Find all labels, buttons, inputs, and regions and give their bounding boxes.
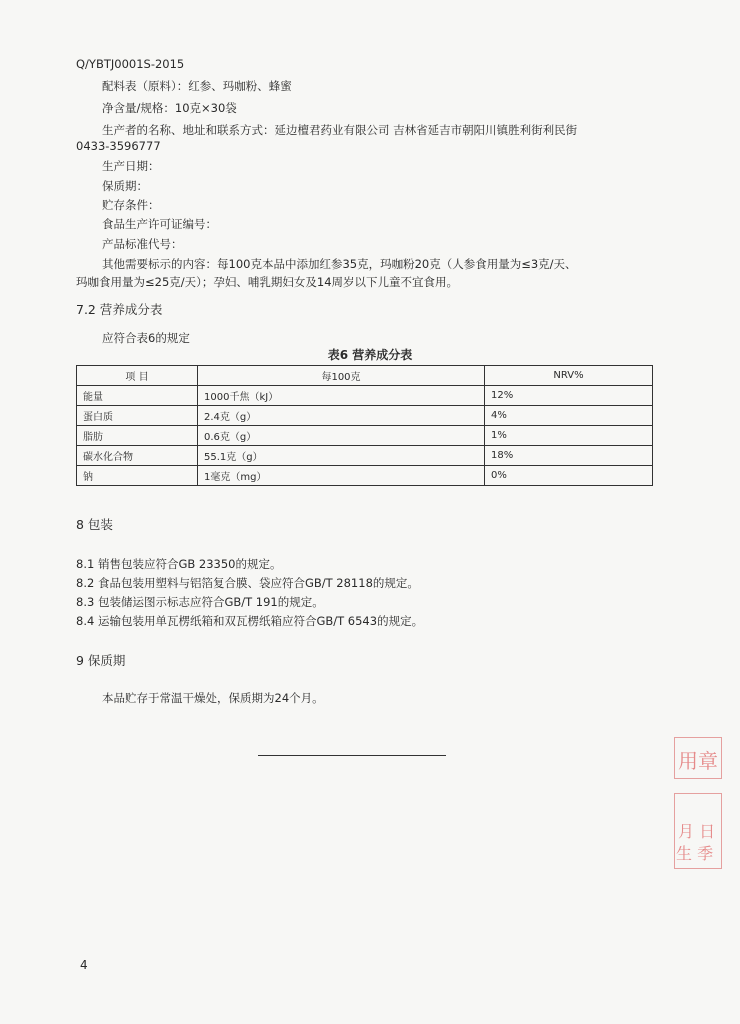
section-9-text: 本品贮存于常温干燥处，保质期为24个月。 [102,691,324,705]
table-row [77,466,653,486]
section-7-2-text: 应符合表6的规定 [102,331,190,345]
cell-value: 2.4克（g） [198,406,485,426]
cell-value: 1毫克（mg） [198,466,485,486]
table-row [77,446,653,466]
stamp-bottom-text: 生 季 [676,844,714,863]
cell-nrv: 0% [485,466,653,486]
header-nrv: NRV% [485,366,653,386]
cell-item: 钠 [77,466,198,486]
table-header-row [77,366,653,386]
partial-seal-stamp [672,735,722,870]
section-8-1: 8.1 销售包装应符合GB 23350的规定。 [76,557,282,571]
cell-value: 55.1克（g） [198,446,485,466]
producer-phone: 0433-3596777 [76,139,161,153]
header-per-100g: 每100克 [198,366,485,386]
cell-item: 脂肪 [77,426,198,446]
table-caption: 表6 营养成分表 [327,348,413,362]
section-9-heading: 9 保质期 [76,653,126,668]
cell-item: 能量 [77,386,198,406]
net-content-line: 净含量/规格：10克×30袋 [102,101,237,115]
standard-line: 产品标准代号： [102,237,183,251]
table-row [77,406,653,426]
cell-nrv: 1% [485,426,653,446]
section-8-2: 8.2 食品包装用塑料与铝箔复合膜、袋应符合GB/T 28118的规定。 [76,576,419,590]
storage-line: 贮存条件： [102,198,160,212]
cell-item: 蛋白质 [77,406,198,426]
cell-nrv: 4% [485,406,653,426]
header-item: 项 目 [77,366,198,386]
shelf-life-line: 保质期： [102,179,148,193]
cell-value: 1000千焦（kJ） [198,386,485,406]
other-content-line-1: 其他需要标示的内容：每100克本品中添加红参35克，玛咖粉20克（人参食用量为≤3克/天、 [102,257,577,271]
other-content-line-2: 玛咖食用量为≤25克/天）；孕妇、哺乳期妇女及14周岁以下儿童不宜食用。 [76,275,459,289]
page-number: 4 [80,958,88,972]
table-row [77,426,653,446]
table-row [77,386,653,406]
cell-value: 0.6克（g） [198,426,485,446]
standard-code: Q/YBTJ0001S-2015 [76,57,185,71]
cell-nrv: 12% [485,386,653,406]
section-8-heading: 8 包装 [76,517,113,532]
cell-item: 碳水化合物 [77,446,198,466]
stamp-top-text: 用章 [678,749,718,773]
license-line: 食品生产许可证编号： [102,217,217,231]
section-8-3: 8.3 包装储运图示标志应符合GB/T 191的规定。 [76,595,324,609]
ingredients-line: 配料表（原料）：红参、玛咖粉、蜂蜜 [102,79,292,93]
nutrition-table [76,365,653,486]
section-8-4: 8.4 运输包装用单瓦楞纸箱和双瓦楞纸箱应符合GB/T 6543的规定。 [76,614,424,628]
producer-line: 生产者的名称、地址和联系方式：延边檀君药业有限公司 吉林省延吉市朝阳川镇胜利街利民街 [102,123,578,137]
section-7-2-heading: 7.2 营养成分表 [76,302,163,317]
stamp-middle-text: 月 日 [678,822,716,841]
production-date-line: 生产日期： [102,159,160,173]
signature-line [258,755,446,756]
cell-nrv: 18% [485,446,653,466]
